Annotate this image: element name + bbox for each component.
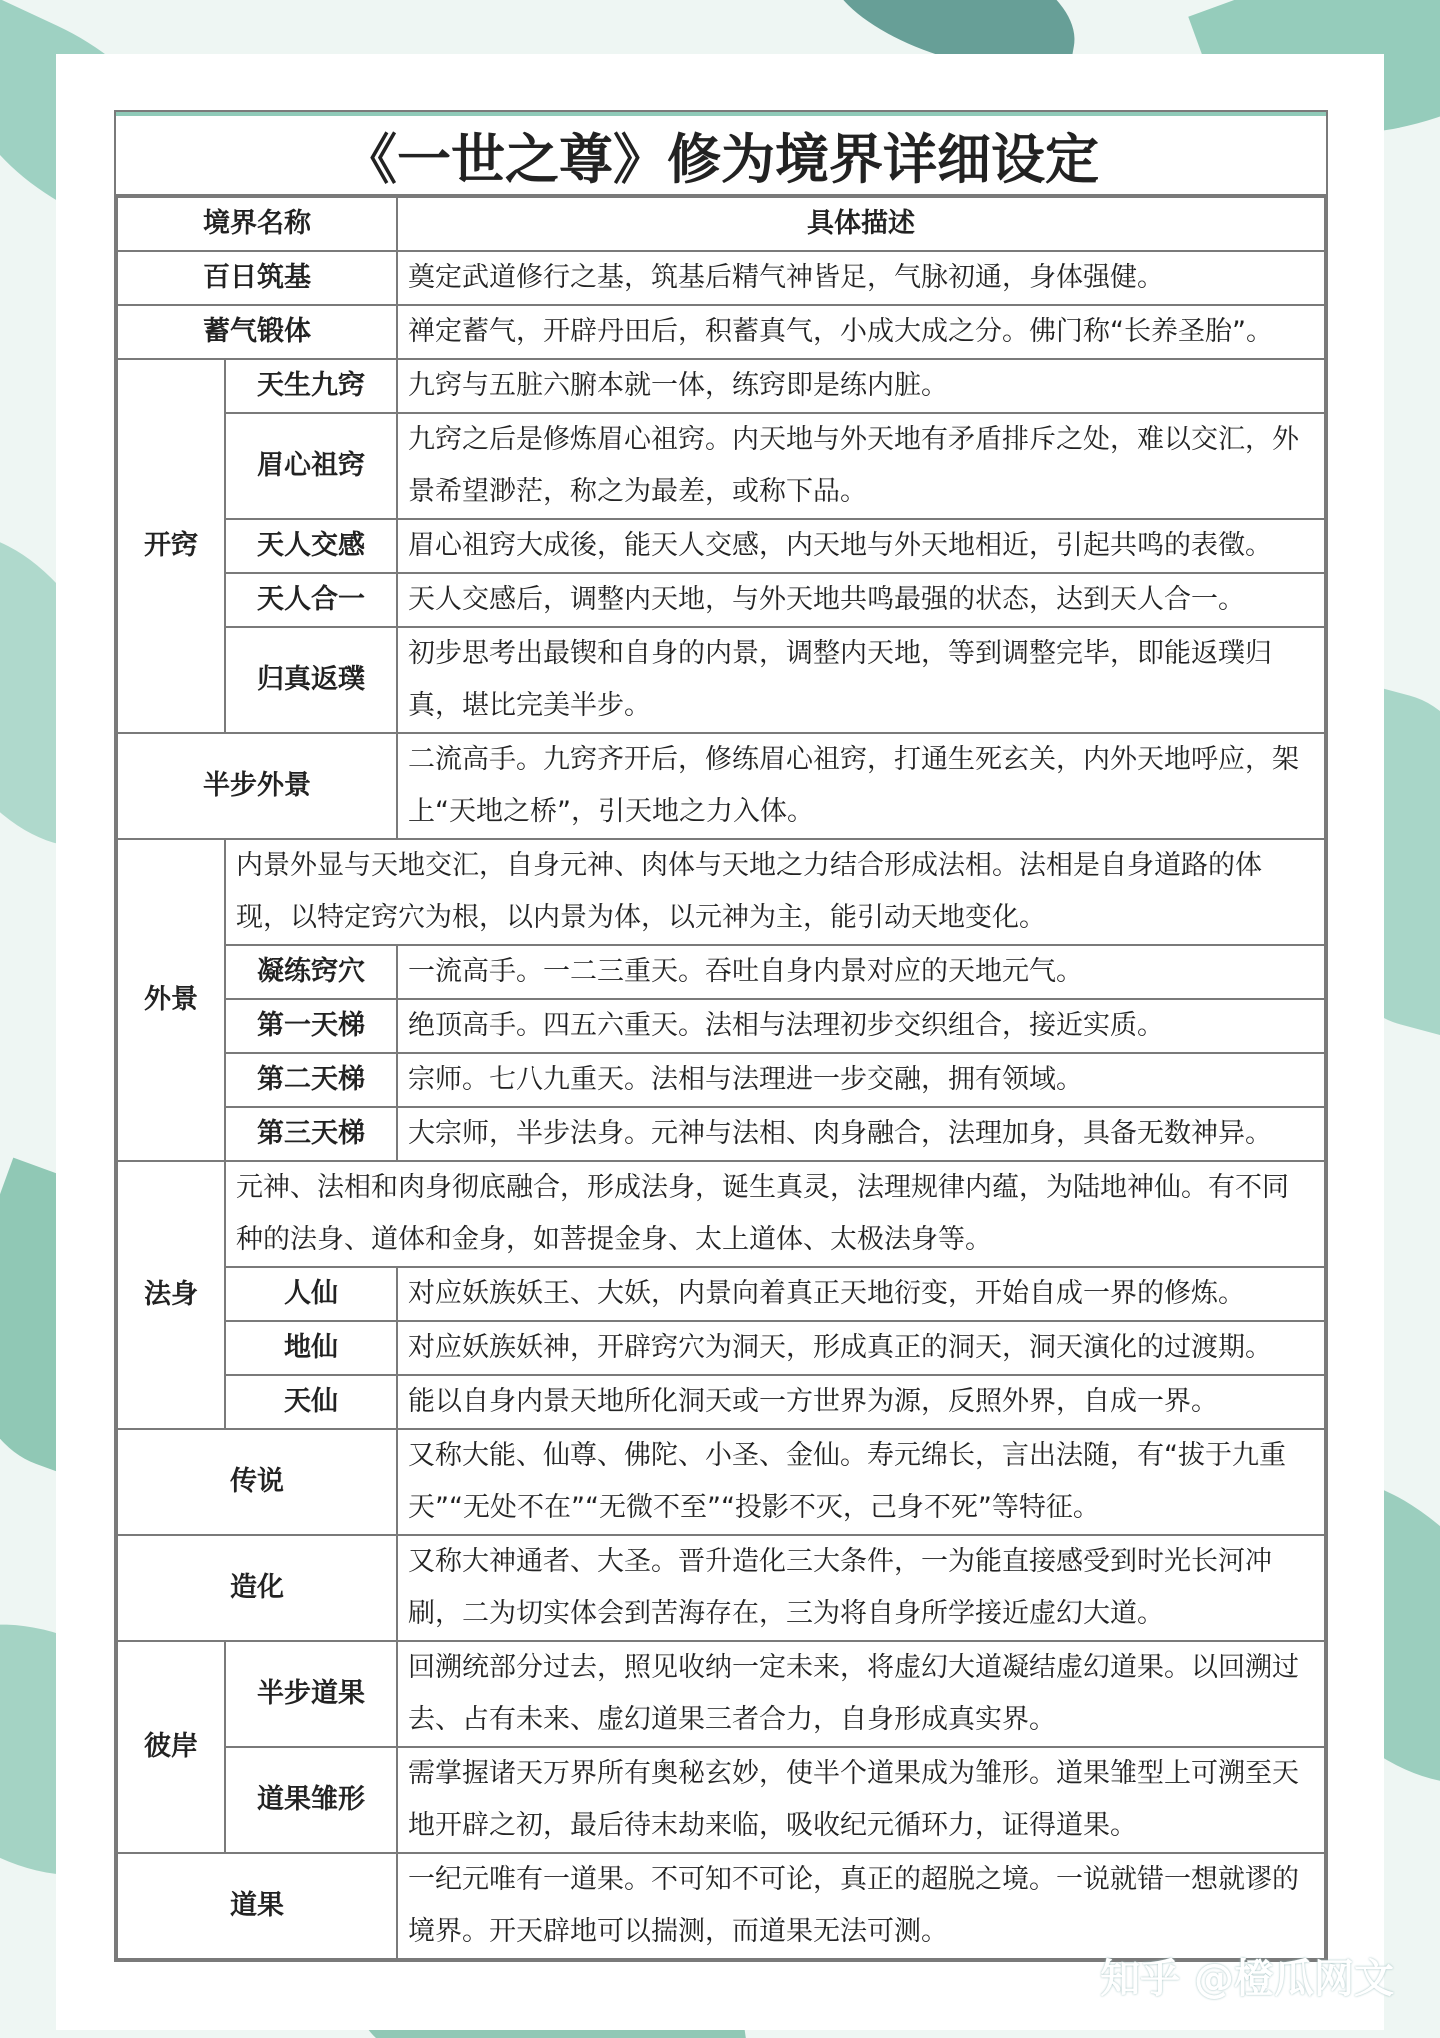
realm-desc: 能以自身内景天地所化洞天或一方世界为源，反照外界，自成一界。 [397, 1375, 1325, 1429]
realm-name: 道果 [117, 1853, 397, 1959]
realm-desc: 宗师。七八九重天。法相与法理进一步交融，拥有领域。 [397, 1053, 1325, 1107]
realm-name: 凝练窍穴 [225, 945, 397, 999]
realm-desc: 需掌握诸天万界所有奥秘玄妙，使半个道果成为雏形。道果雏型上可溯至天地开辟之初，最后待末劫来临，吸收纪元循环力，证得道果。 [397, 1747, 1325, 1853]
group-name: 开窍 [117, 359, 225, 733]
realm-desc: 对应妖族妖神，开辟窍穴为洞天，形成真正的洞天，洞天演化的过渡期。 [397, 1321, 1325, 1375]
header-desc: 具体描述 [397, 197, 1325, 251]
realm-desc: 对应妖族妖王、大妖，内景向着真正天地衍变，开始自成一界的修炼。 [397, 1267, 1325, 1321]
realm-name: 归真返璞 [225, 627, 397, 733]
table-row [117, 839, 1325, 945]
table-row [117, 1161, 1325, 1267]
table-row [117, 251, 1325, 305]
realm-name: 天人合一 [225, 573, 397, 627]
watermark: 知乎 @橙瓜网文 [1100, 1956, 1394, 2002]
table-row [117, 1853, 1325, 1959]
group-name: 彼岸 [117, 1641, 225, 1853]
realm-desc: 二流高手。九窍齐开后，修练眉心祖窍，打通生死玄关，内外天地呼应，架上“天地之桥”，引天地之力入体。 [397, 733, 1325, 839]
realm-name: 第三天梯 [225, 1107, 397, 1161]
group-name: 法身 [117, 1161, 225, 1429]
group-intro: 元神、法相和肉身彻底融合，形成法身，诞生真灵，法理规律内蕴，为陆地神仙。有不同种的法身、道体和金身，如菩提金身、太上道体、太极法身等。 [225, 1161, 1325, 1267]
table-row [117, 359, 1325, 413]
table-header-row [117, 197, 1325, 251]
realm-desc: 九窍与五脏六腑本就一体，练窍即是练内脏。 [397, 359, 1325, 413]
realm-desc: 九窍之后是修炼眉心祖窍。内天地与外天地有矛盾排斥之处，难以交汇，外景希望渺茫，称之为最差，或称下品。 [397, 413, 1325, 519]
realm-desc: 眉心祖窍大成後，能天人交感，内天地与外天地相近，引起共鸣的表徵。 [397, 519, 1325, 573]
table-row [117, 945, 1325, 999]
realm-name: 天生九窍 [225, 359, 397, 413]
table-row [117, 627, 1325, 733]
realm-desc: 又称大能、仙尊、佛陀、小圣、金仙。寿元绵长，言出法随，有“拔于九重天”“无处不在”“无微不至”“投影不灭，己身不死”等特征。 [397, 1429, 1325, 1535]
realm-name: 人仙 [225, 1267, 397, 1321]
table-row [117, 1641, 1325, 1747]
realm-name: 半步外景 [117, 733, 397, 839]
realm-name: 造化 [117, 1535, 397, 1641]
realm-name: 第一天梯 [225, 999, 397, 1053]
group-name: 外景 [117, 839, 225, 1161]
realm-name: 半步道果 [225, 1641, 397, 1747]
realm-name: 百日筑基 [117, 251, 397, 305]
realm-desc: 禅定蓄气，开辟丹田后，积蓄真气，小成大成之分。佛门称“长养圣胎”。 [397, 305, 1325, 359]
realm-name: 传说 [117, 1429, 397, 1535]
realm-desc: 又称大神通者、大圣。晋升造化三大条件，一为能直接感受到时光长河冲刷，二为切实体会到苦海存在，三为将自身所学接近虚幻大道。 [397, 1535, 1325, 1641]
header-name: 境界名称 [117, 197, 397, 251]
table-row [117, 1375, 1325, 1429]
table-row [117, 413, 1325, 519]
realm-desc: 天人交感后，调整内天地，与外天地共鸣最强的状态，达到天人合一。 [397, 573, 1325, 627]
table-row [117, 733, 1325, 839]
table-row [117, 519, 1325, 573]
realm-name: 第二天梯 [225, 1053, 397, 1107]
realm-name: 天人交感 [225, 519, 397, 573]
realm-desc: 一流高手。一二三重天。吞吐自身内景对应的天地元气。 [397, 945, 1325, 999]
realm-desc: 绝顶高手。四五六重天。法相与法理初步交织组合，接近实质。 [397, 999, 1325, 1053]
realm-desc: 初步思考出最锲和自身的内景，调整内天地，等到调整完毕，即能返璞归真，堪比完美半步。 [397, 627, 1325, 733]
table-row [117, 1053, 1325, 1107]
realm-desc: 一纪元唯有一道果。不可知不可论，真正的超脱之境。一说就错一想就谬的境界。开天辟地可以揣测，而道果无法可测。 [397, 1853, 1325, 1959]
realm-desc: 回溯统部分过去，照见收纳一定未来，将虚幻大道凝结虚幻道果。以回溯过去、占有未来、虚幻道果三者合力，自身形成真实界。 [397, 1641, 1325, 1747]
realm-name: 天仙 [225, 1375, 397, 1429]
realm-name: 眉心祖窍 [225, 413, 397, 519]
table-row [117, 999, 1325, 1053]
group-intro: 内景外显与天地交汇，自身元神、肉体与天地之力结合形成法相。法相是自身道路的体现，以特定窍穴为根，以内景为体，以元神为主，能引动天地变化。 [225, 839, 1325, 945]
realm-name: 道果雏形 [225, 1747, 397, 1853]
realm-table-sheet [114, 110, 1328, 1962]
realm-name: 地仙 [225, 1321, 397, 1375]
table-row [117, 573, 1325, 627]
table-row [117, 1535, 1325, 1641]
table-row [117, 1321, 1325, 1375]
table-row [117, 305, 1325, 359]
realm-desc: 奠定武道修行之基，筑基后精气神皆足，气脉初通，身体强健。 [397, 251, 1325, 305]
table-row [117, 1429, 1325, 1535]
table-row [117, 1747, 1325, 1853]
table-row [117, 1267, 1325, 1321]
realm-desc: 大宗师，半步法身。元神与法相、肉身融合，法理加身，具备无数神异。 [397, 1107, 1325, 1161]
realm-table [116, 196, 1326, 1960]
page-title: 《一世之尊》修为境界详细设定 [116, 112, 1326, 196]
table-row [117, 1107, 1325, 1161]
realm-name: 蓄气锻体 [117, 305, 397, 359]
